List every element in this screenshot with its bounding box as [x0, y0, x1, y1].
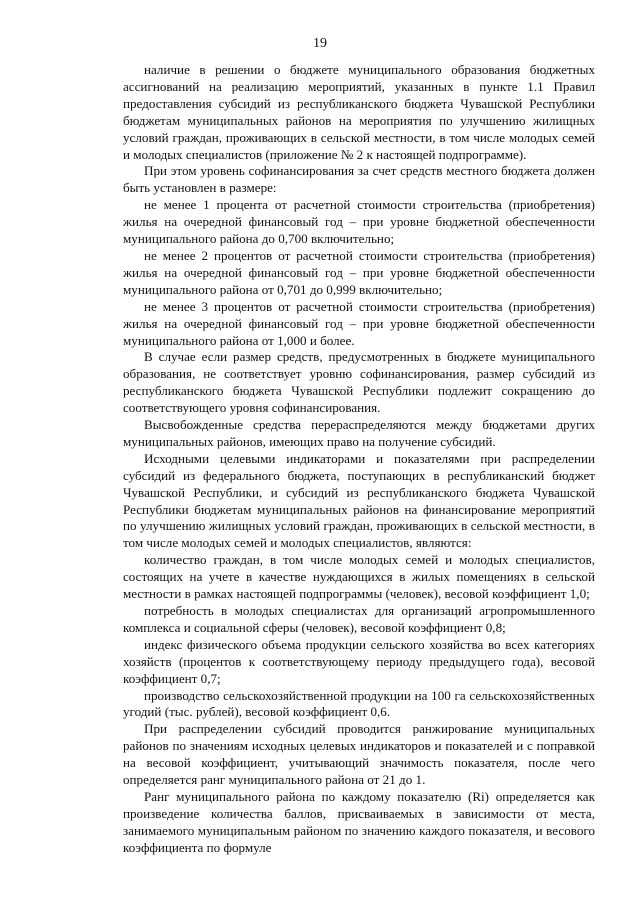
paragraph: не менее 1 процента от расчетной стоимости строительства (приобретения) жилья на очередной финансовый год – при уровне бюджетной обеспеченности муниципального района до 0,700 включительно;: [123, 197, 595, 247]
paragraph: наличие в решении о бюджете муниципального образования бюджетных ассигнований на реализацию мероприятий, указанных в пункте 1.1 Правил предоставления субсидий из республиканского бюджета Чувашской Республики бюджетам муниципальных районов на мероприятия по улучшению жилищных условий граждан, проживающих в сельской местности, в том числе молодых семей и молодых специалистов (приложение № 2 к настоящей подпрограмме).: [123, 62, 595, 162]
document-body: [123, 62, 595, 857]
paragraph: количество граждан, в том числе молодых семей и молодых специалистов, состоящих на учете в качестве нуждающихся в жилых помещениях в сельской местности в рамках настоящей подпрограммы (человек), весовой коэффициент 1,0;: [123, 552, 595, 602]
paragraph: не менее 2 процентов от расчетной стоимости строительства (приобретения) жилья на очередной финансовый год – при уровне бюджетной обеспеченности муниципального района от 0,701 до 0,999 включительно;: [123, 247, 595, 297]
paragraph: Ранг муниципального района по каждому показателю (Ri) определяется как произведение количества баллов, присваиваемых в зависимости от места, занимаемого муниципальным районом по значению каждого показателя, и весового коэффициента по формуле: [123, 788, 595, 855]
paragraph: потребность в молодых специалистах для организаций агропромышленного комплекса и социальной сферы (человек), весовой коэффициент 0,8;: [123, 603, 595, 635]
page-number: 19: [313, 36, 327, 51]
paragraph: не менее 3 процентов от расчетной стоимости строительства (приобретения) жилья на очередной финансовый год – при уровне бюджетной обеспеченности муниципального района от 1,000 и более.: [123, 298, 595, 348]
paragraph: производство сельскохозяйственной продукции на 100 га сельскохозяйственных угодий (тыс. рублей), весовой коэффициент 0,6.: [123, 687, 595, 720]
paragraph: При этом уровень софинансирования за счет средств местного бюджета должен быть установлен в размере:: [123, 163, 595, 196]
paragraph: В случае если размер средств, предусмотренных в бюджете муниципального образования, не соответствует уровню софинансирования, размер субсидий из республиканского бюджета Чувашской Республики подлежит сокращению до соответствующего уровня софинансирования.: [123, 349, 595, 416]
paragraph: индекс физического объема продукции сельского хозяйства во всех категориях хозяйств (процентов к соответствующему периоду предыдущего года), весовой коэффициент 0,7;: [123, 636, 595, 686]
paragraph: Высвобожденные средства перераспределяются между бюджетами других муниципальных районов, имеющих право на получение субсидий.: [123, 417, 595, 449]
paragraph: При распределении субсидий проводится ранжирование муниципальных районов по значениям исходных целевых индикаторов и показателей и с поправкой на весовой коэффициент, учитывающий значимость показателя, после чего определяется ранг муниципального района от 21 до 1.: [123, 721, 595, 788]
paragraph: Исходными целевыми индикаторами и показателями при распределении субсидий из федерального бюджета, поступающих в республиканский бюджет Чувашской Республики, и субсидий из республиканского бюджета Чувашской Республики бюджетам муниципальных районов на финансирование мероприятий по улучшению жилищных условий граждан, проживающих в сельской местности, в том числе молодых семей и молодых специалистов, являются:: [123, 450, 595, 551]
